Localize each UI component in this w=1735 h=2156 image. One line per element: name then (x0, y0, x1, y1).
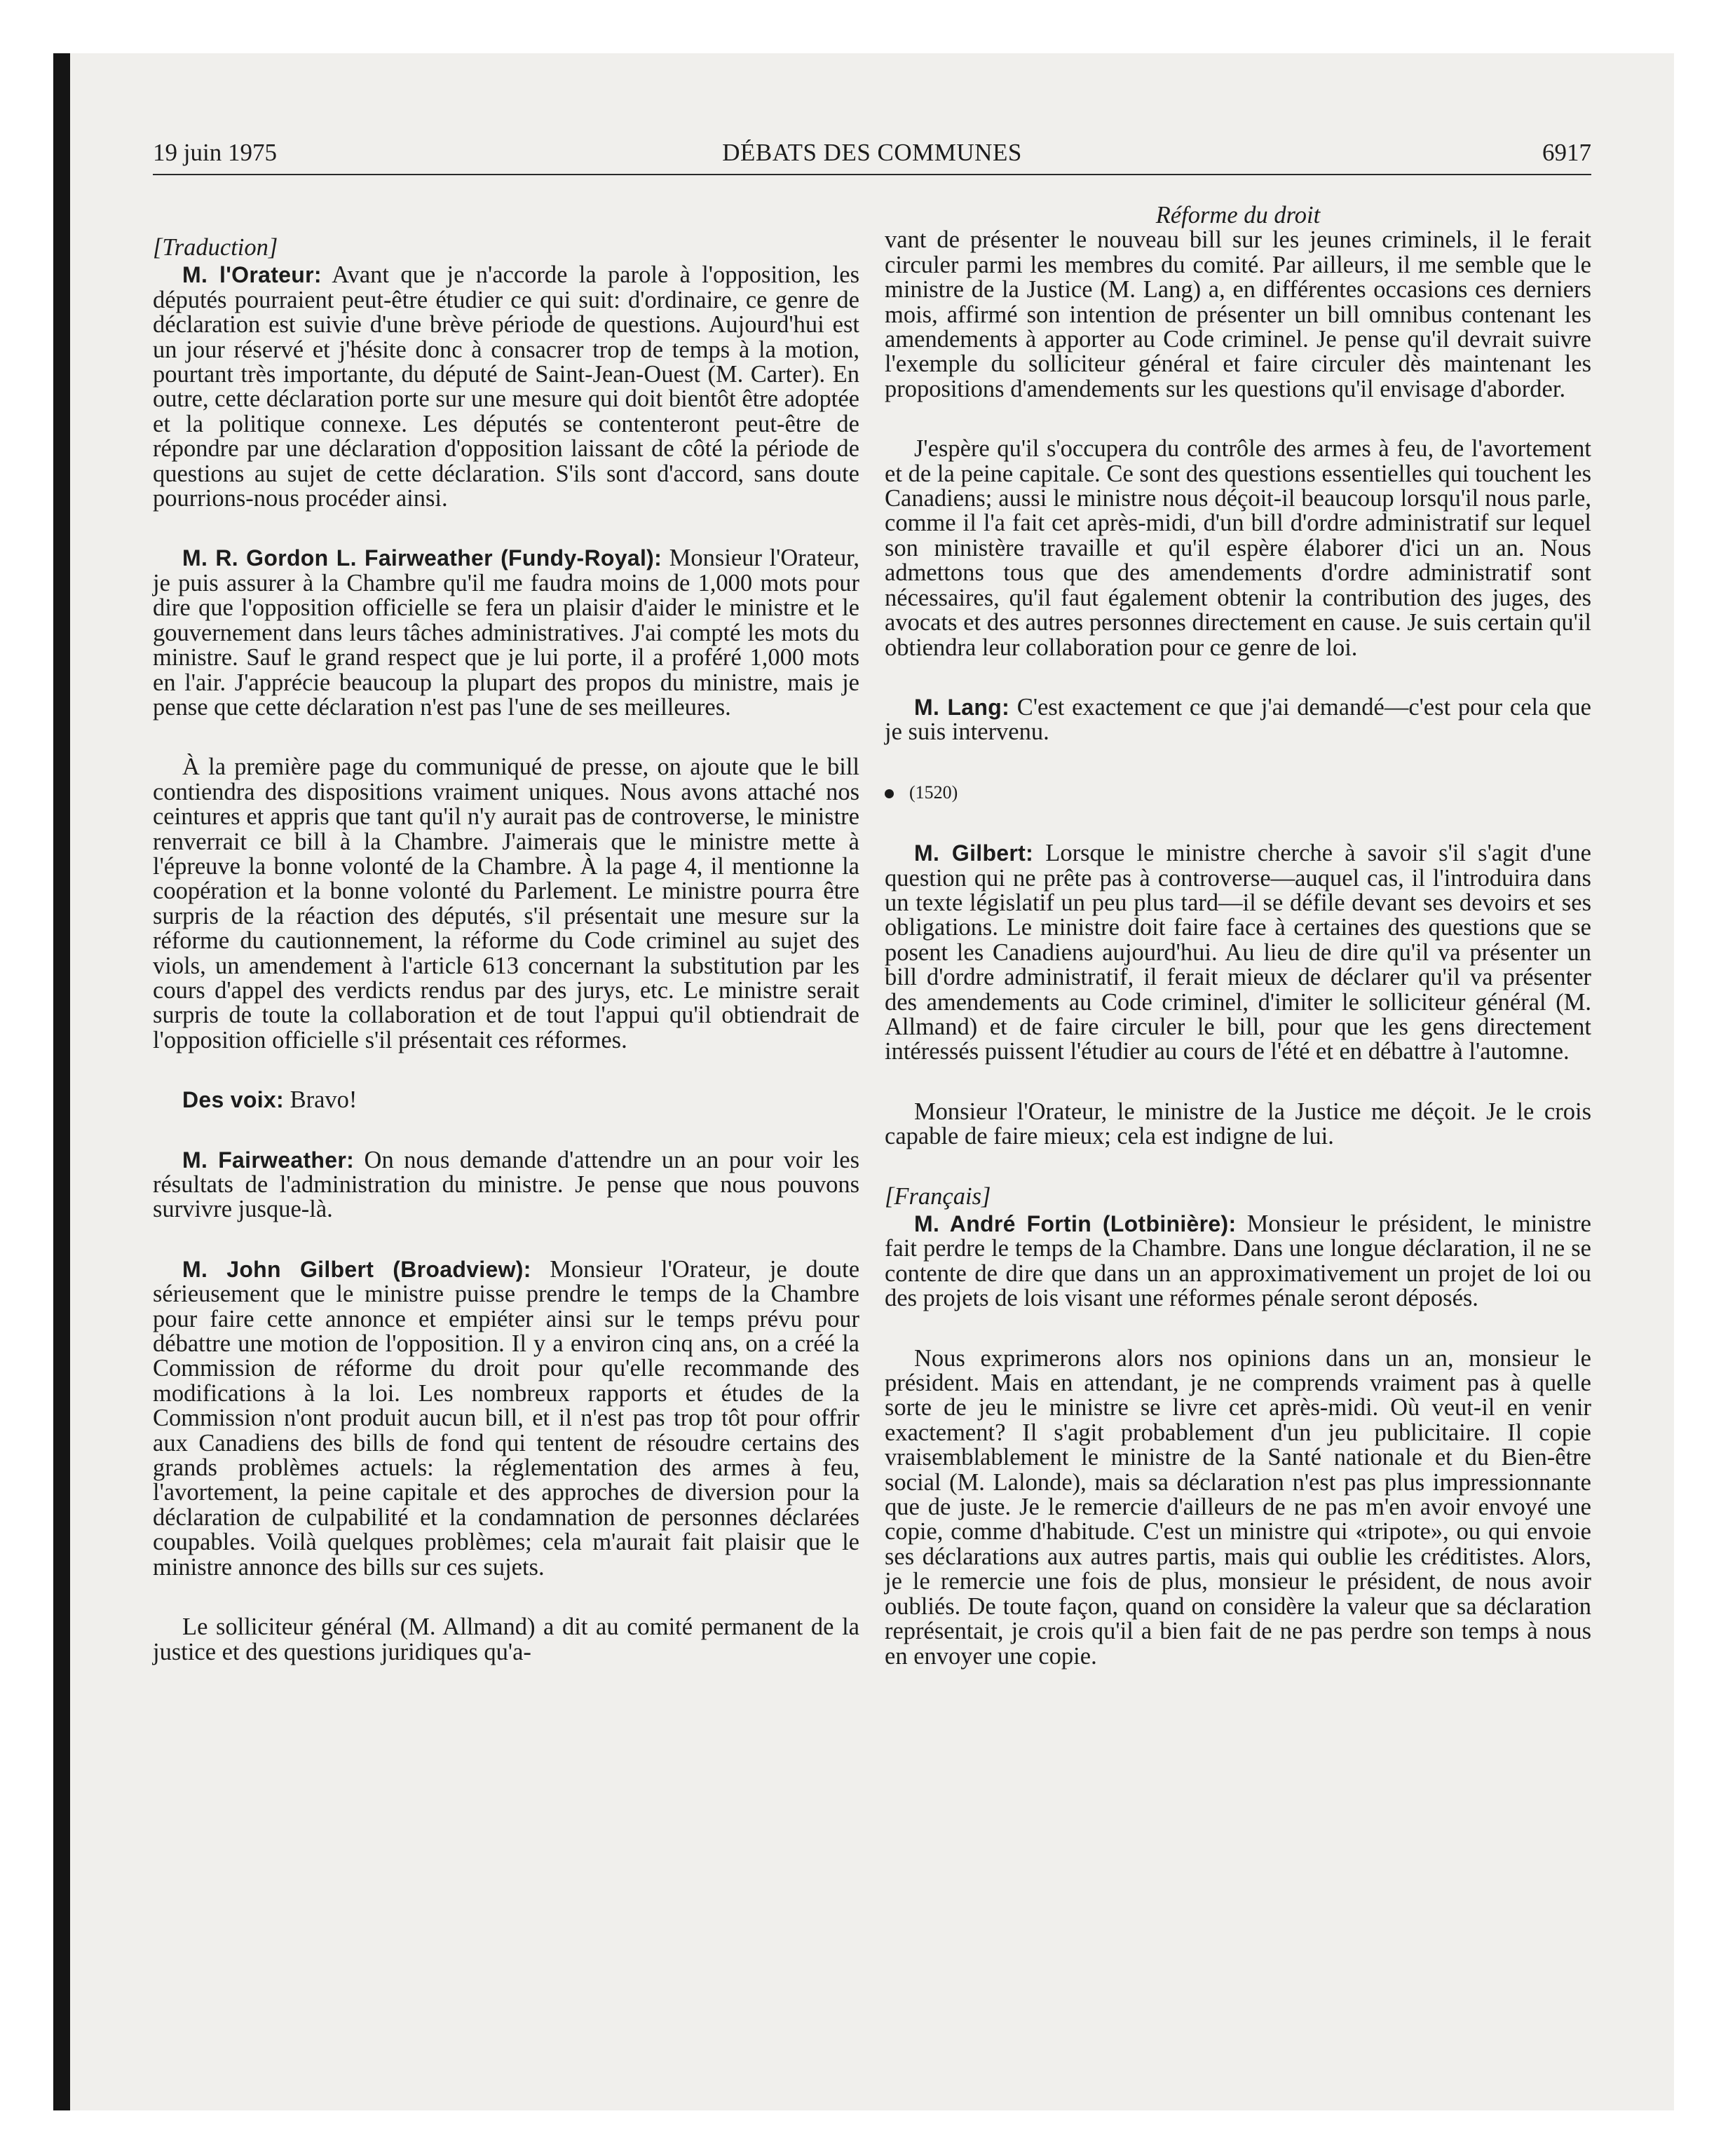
paragraph-fairweather-2 (153, 1148, 859, 1222)
speaker-name: M. l'Orateur: (182, 262, 322, 288)
speaker-name: M. André Fortin (Lotbinière): (914, 1211, 1237, 1236)
speaker-name: M. Fairweather: (182, 1147, 355, 1173)
bullet-icon (885, 789, 894, 798)
french-tag: [Français] (885, 1182, 991, 1210)
translation-tag: [Traduction] (153, 234, 278, 261)
paragraph-armes-a-feu: J'espère qu'il s'occupera du contrôle des armes à feu, de l'avortement et de la peine capitale. Ce sont des questions essentielles qui touchent les Canadiens; aussi le ministre nous déçoit-il beaucoup lorsqu'il nous parle, comme il l'a fait cet après-midi, d'un bill d'ordre administratif sur lequel son ministère travaille et qu'il espère élaborer d'ici un an. Nous admettons tous que des amendements d'ordre administratif sont nécessaires, qu'il faut également obtenir la contribution des juges, des avocats et des autres personnes directement en cause. Je suis certain qu'il obtiendra leur collaboration pour ce genre de loi. (885, 435, 1591, 661)
paragraph-lang (885, 695, 1591, 745)
paragraph-text: Monsieur l'Orateur, je doute sérieusement que le ministre puisse prendre le temps de la Chambre pour faire cette annonce et empiéter ainsi sur le temps prévu pour débattre une motion de l'opposition. Il y a environ cinq ans, on a créé la Commission de réforme du droit pour qu'elle recommande des modifications à la loi. Les nombreux rapports et études de la Commission n'ont produit aucun bill, et il n'est pas trop tôt pour offrir aux Canadiens des bills de fond qui tentent de résoudre certains des grands problèmes actuels: la réglementation des armes à feu, l'avortement, la peine capitale et des approches de diversion pour la déclaration de culpabilité et la condamnation de personnes déclarées coupables. Voilà quelques problèmes; cela m'aurait fait plaisir que le ministre annonce des bills sur ces sujets. (153, 1255, 860, 1581)
time-marker (885, 780, 1591, 805)
paragraph-decoit: Monsieur l'Orateur, le ministre de la Justice me déçoit. Je le crois capable de faire mieux; cela est indigne de lui. (885, 1098, 1591, 1150)
paragraph-fairweather (153, 546, 859, 720)
paragraph-fortin (885, 1212, 1591, 1311)
paragraph-orateur (153, 263, 859, 511)
paragraph-text: Lorsque le ministre cherche à savoir s'il s'agit d'une question qui ne prête pas à controverse—auquel cas, il l'introduira dans un texte législatif un peu plus tard—il se défile devant ses devoirs et ses obligations. Le ministre doit faire face à certaines des questions que se posent les Canadiens aujourd'hui. Au lieu de dire qu'il va présenter un bill d'ordre administratif, il ferait mieux de déclarer qu'il va présenter des amendements au Code criminel, d'imiter le solliciteur général (M. Allmand) et de faire circuler le bill, pour que les gens directement intéressés puissent l'étudier au cours de l'été et en débattre à l'automne. (885, 840, 1591, 1065)
paragraph-text: Bravo! (283, 1086, 358, 1114)
header-page-number: 6917 (1542, 139, 1591, 166)
speaker-name: M. John Gilbert (Broadview): (182, 1256, 531, 1282)
speaker-name: Des voix: (182, 1087, 284, 1113)
time-marker-text: (1520) (909, 782, 958, 803)
paragraph-solliciteur: Le solliciteur général (M. Allmand) a dit au comité permanent de la justice et des questions juridiques qu'a- (153, 1613, 859, 1665)
running-head: Réforme du droit (1155, 202, 1321, 228)
paragraph-gilbert-2 (885, 841, 1591, 1065)
speaker-name: M. Lang: (914, 694, 1010, 720)
paragraph-text: On nous demande d'attendre un an pour voir les résultats de l'administration du ministre. Je pense que nous pouvons survivre jusque-là. (153, 1146, 859, 1223)
paragraph-des-voix (153, 1088, 859, 1112)
binding-edge (53, 53, 70, 2110)
left-column (153, 203, 859, 1700)
page-header (153, 137, 1591, 175)
right-column (885, 203, 1591, 1704)
paragraph-continued: vant de présenter le nouveau bill sur les jeunes criminels, il le ferait circuler parmi les membres du comité. Par ailleurs, il me semble que le ministre de la Justice (M. Lang) a, en différentes occasions ces derniers mois, affirmé son intention de présenter un bill omnibus contenant les amendements à apporter au Code criminel. Je pense qu'il devrait suivre l'exemple du solliciteur général et faire circuler dès maintenant les propositions d'amendements sur les questions qu'il envisage d'aborder. (885, 226, 1591, 402)
paragraph-press-release: À la première page du communiqué de presse, on ajoute que le bill contiendra des dispositions vraiment uniques. Nous avons attaché nos ceintures et appris que tant qu'il n'y aurait pas de controverse, le ministre renverrait ce bill à la Chambre. J'aimerais que le ministre mette à l'épreuve la bonne volonté de la Chambre. À la page 4, il mentionne la coopération et la bonne volonté du Parlement. Le ministre pourra être surpris de la réaction des députés, s'il présentait une mesure sur la réforme du cautionnement, la réforme du Code criminel au sujet des viols, un amendement à l'article 613 concernant la substitution par les cours d'appel des verdicts rendus par des jurys, etc. Le ministre serait surpris de toute la collaboration et de tout l'appui qu'il obtiendrait de l'opposition officielle s'il présentait ces réformes. (153, 753, 859, 1053)
paragraph-opinions: Nous exprimerons alors nos opinions dans un an, monsieur le président. Mais en attendant, je ne comprends vraiment pas à quelle sorte de jeu le ministre se livre cet après-midi. Où veut-il en venir exactement? Il s'agit probablement d'un jeu publicitaire. Il copie vraisemblablement le ministre de la Santé nationale et du Bien-être social (M. Lalonde), mais sa déclaration n'est pas plus impressionnante que de juste. Je le remercie d'ailleurs de ne pas m'en avoir envoyé une copie, comme d'habitude. C'est un ministre qui «tripote», ou qui envoie ses déclarations aux autres partis, mais qui oublie les créditistes. Alors, je le remercie une fois de plus, monsieur le président, de nous avoir oubliés. De toute façon, quand on considère la valeur que sa déclaration représentait, je crois qu'il a bien fait de ne pas perdre son temps à nous en envoyer une copie. (885, 1344, 1591, 1670)
speaker-name: M. R. Gordon L. Fairweather (Fundy-Royal): (182, 545, 662, 571)
speaker-name: M. Gilbert: (914, 840, 1034, 866)
paragraph-text: Monsieur l'Orateur, je puis assurer à la Chambre qu'il me faudra moins de 1,000 mots pour dire que l'opposition officielle se fera un plaisir d'aider le ministre et le gouvernement dans leurs tâches administratives. J'ai compté les mots du ministre. Sauf le grand respect que je lui porte, il a proféré 1,000 mots en l'air. J'apprécie beaucoup la plupart des propos du ministre, mais je pense que cette déclaration n'est pas l'une de ses meilleures. (153, 545, 859, 721)
paragraph-text: Avant que je n'accorde la parole à l'opposition, les députés pourraient peut-être étudier ce qui suit: d'ordinaire, ce genre de déclaration est suivie d'une brève période de questions. Aujourd'hui est un jour réservé et j'hésite donc à consacrer trop de temps à la motion, pourtant très importante, du député de Saint-Jean-Ouest (M. Carter). En outre, cette déclaration porte sur une mesure qui doit bientôt être adoptée et la politique connexe. Les députés se contenteront peut-être de répondre par une déclaration d'opposition laissant de côté la période de questions au sujet de cette déclaration. S'ils sont d'accord, sans doute pourrions-nous procéder ainsi. (153, 261, 859, 512)
header-date: 19 juin 1975 (153, 139, 277, 166)
paragraph-text: C'est exactement ce que j'ai demandé—c'est pour cela que je suis intervenu. (885, 693, 1591, 746)
paragraph-gilbert (153, 1257, 859, 1580)
paragraph-text: Monsieur le président, le ministre fait perdre le temps de la Chambre. Dans une longue déclaration, il ne se contente de dire que dans un an approximativement un projet de loi ou des projets de lois visant une réformes pénale seront déposés. (885, 1210, 1591, 1312)
header-title: DÉBATS DES COMMUNES (722, 139, 1022, 166)
